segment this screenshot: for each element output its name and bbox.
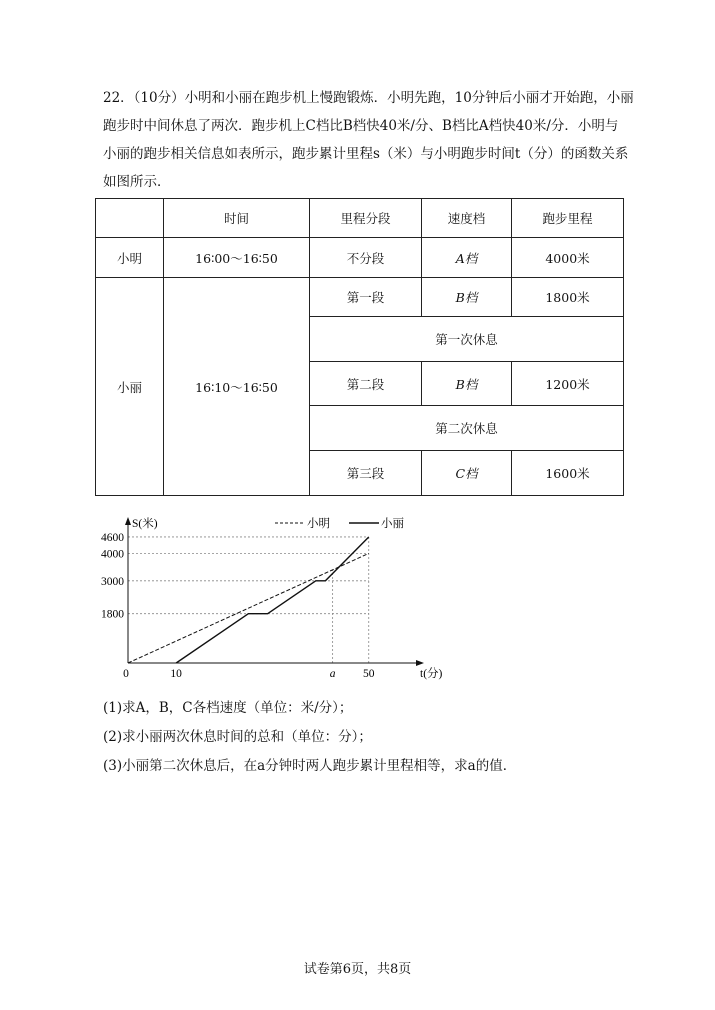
- segment-cell: 第一段: [310, 278, 422, 317]
- segment-cell: 第二段: [310, 362, 422, 406]
- y-axis-arrow: [125, 517, 131, 525]
- rest-cell: 第一次休息: [310, 317, 624, 362]
- table-header-row: [96, 199, 624, 238]
- x-tick-label: 0: [123, 668, 129, 680]
- name-cell: 小丽: [96, 278, 164, 496]
- x-tick-label: 10: [170, 668, 182, 680]
- time-cell: 16∶00～16∶50: [164, 238, 310, 278]
- time-cell: 16∶10～16∶50: [164, 278, 310, 496]
- y-axis-label: S(米): [132, 518, 158, 530]
- segment-cell: 不分段: [310, 238, 422, 278]
- table-row-seg1: [96, 278, 624, 317]
- y-tick-label: 4000: [101, 548, 124, 561]
- distance-cell: 1600米: [512, 451, 624, 496]
- table-row-xiaoming: [96, 238, 624, 278]
- x-tick-label: 50: [362, 668, 375, 680]
- question-2: (2)求小丽两次休息时间的总和（单位：分）；: [103, 729, 372, 745]
- question-1: (1)求A，B，C各档速度（单位：米/分）；: [103, 700, 353, 716]
- chart-axes: [125, 517, 424, 666]
- chart-series: [128, 537, 369, 663]
- problem-line: 小丽的跑步相关信息如表所示，跑步累计里程s（米）与小明跑步时间t（分）的函数关系: [103, 146, 629, 162]
- problem-line: 跑步时中间休息了两次．跑步机上C档比B档快40米/分、B档比A档快40米/分．小明与: [103, 118, 619, 134]
- gear-cell: A档: [422, 238, 512, 278]
- distance-cell: 4000米: [512, 238, 624, 278]
- table-header: 时间: [164, 199, 310, 238]
- gear-cell: B档: [422, 362, 512, 406]
- problem-line: 22．（10分）小明和小丽在跑步机上慢跑锻炼．小明先跑，10分钟后小丽才开始跑，小丽: [103, 90, 634, 106]
- x-axis-arrow: [416, 660, 424, 666]
- x-tick-label: a: [329, 668, 336, 680]
- series-line: [176, 537, 369, 663]
- table-header: 里程分段: [310, 199, 422, 238]
- distance-cell: 1200米: [512, 362, 624, 406]
- table-header: 跑步里程: [512, 199, 624, 238]
- distance-cell: 1800米: [512, 278, 624, 317]
- gear-cell: B档: [422, 278, 512, 317]
- questions: [103, 694, 516, 781]
- distance-time-chart: [95, 513, 443, 688]
- y-tick-label: 3000: [101, 575, 124, 588]
- x-axis-label: t(分): [420, 668, 443, 680]
- question-3: (3)小丽第二次休息后，在a分钟时两人跑步累计里程相等，求a的值．: [103, 758, 517, 774]
- y-tick-label: 4600: [101, 531, 124, 544]
- table-header: [96, 199, 164, 238]
- chart-ticks: [101, 532, 375, 680]
- name-cell: 小明: [96, 238, 164, 278]
- problem-line: 如图所示．: [103, 174, 171, 190]
- y-tick-label: 1800: [101, 608, 124, 621]
- page-footer: 试卷第6页，共8页: [303, 962, 412, 977]
- legend-label: 小明: [307, 518, 330, 530]
- segment-cell: 第三段: [310, 451, 422, 496]
- chart-legend: [275, 516, 404, 530]
- rest-cell: 第二次休息: [310, 406, 624, 451]
- table-header: 速度档: [422, 199, 512, 238]
- gear-cell: C档: [422, 451, 512, 496]
- info-table: [95, 198, 624, 496]
- chart-guides: [128, 537, 369, 663]
- problem-statement: [103, 84, 634, 196]
- legend-label: 小丽: [381, 518, 404, 530]
